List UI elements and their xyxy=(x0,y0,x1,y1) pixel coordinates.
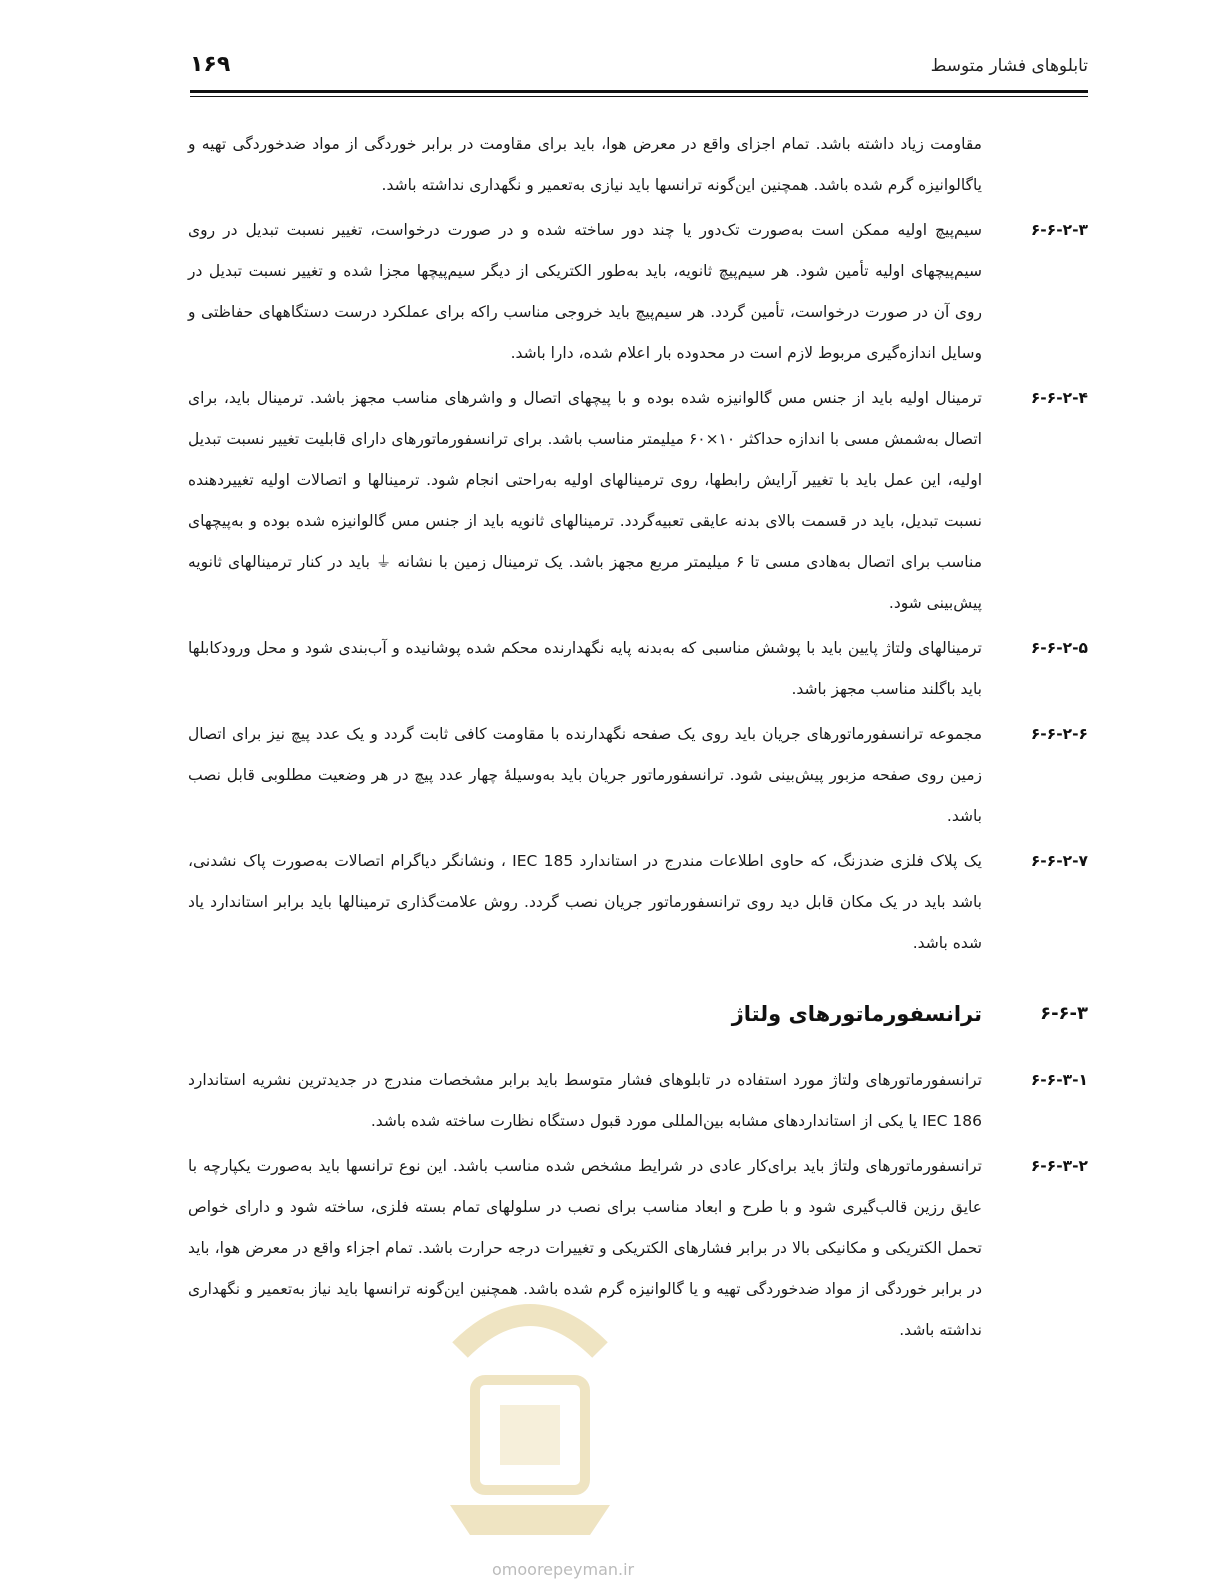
clause-number: ۶-۶-۲-۷ xyxy=(1030,852,1088,870)
clause-item xyxy=(188,841,1088,964)
clause-text: ترمینال اولیه باید از جنس مس گالوانیزه شده بوده و با پیچهای اتصال و واشرهای مناسب مجهز باشد. ترمینال باید، برای اتصال به‌شمش مسی با اندازه حداکثر ۱۰×۶۰ میلیمتر مناسب باشد. برای ترانسفورماتورهای دارای قابلیت تغییر نسبت تبدیل اولیه، این عمل باید با تغییر آرایش رابطها، روی ترمینالهای اولیه به‌راحتی انجام شود. ترمینالها و اتصالات اولیه تغییردهنده نسبت تبدیل، باید در قسمت بالای بدنه عایقی تعبیه‌گردد. ترمینالهای ثانویه باید از جنس مس گالوانیزه شده بوده و به‌پیچهای مناسب برای اتصال به‌هادی مسی تا ۶ میلیمتر مربع مجهز باشد. یک ترمینال زمین با نشانه ⏚ باید در کنار ترمینالهای ثانویه پیش‌بینی شود. xyxy=(188,389,983,612)
section-heading xyxy=(188,994,1088,1034)
section-title: ترانسفورماتورهای ولتاژ xyxy=(731,1002,982,1026)
clause-text: مجموعه ترانسفورماتورهای جریان باید روی یک صفحه نگهدارنده با مقاومت کافی ثابت گردد و یک عدد پیچ نیز برای اتصال زمین روی صفحه مزبور پیش‌بینی شود. ترانسفورماتور جریان باید به‌وسیلهٔ چهار عدد پیچ در هر وضعیت مطلوبی قابل نصب باشد. xyxy=(188,725,982,825)
running-title: تابلوهای فشار متوسط xyxy=(930,56,1088,76)
body-content xyxy=(188,124,1088,1355)
clause-text: یک پلاک فلزی ضدزنگ، که حاوی اطلاعات مندرج در استاندارد IEC 185 ، ونشانگر دیاگرام اتصالات به‌صورت پاک نشدنی، باشد باید در یک مکان قابل دید روی ترانسفورماتور جریان نصب گردد. روش علامت‌گذاری ترمینالها باید برابر استاندارد یاد شده باشد. xyxy=(188,852,982,952)
clause-text: ترمینالهای ولتاژ پایین باید با پوشش مناسبی که به‌بدنه پایه نگهدارنده محکم شده پوشانیده و آب‌بندی شود و محل ورودکابلها باید با‌گلند مناسب مجهز باشد. xyxy=(188,639,982,698)
clause-text: سیم‌پیچ اولیه ممکن است به‌صورت تک‌دور یا چند دور ساخته شده و در صورت درخواست، تغییر نسبت تبدیل در روی سیم‌پیچهای اولیه تأمین شود. هر سیم‌پیچ ثانویه، باید به‌طور الکتریکی از دیگر سیم‌پیچها مجزا شده و تغییر نسبت تبدیل در روی آن در صورت درخواست، تأمین گردد. هر سیم‌پیچ باید خروجی مناسب را‌که برای عملکرد درست دستگاههای حفاظتی و وسایل اندازه‌گیری مربوط لازم است در محدوده بار اعلام شده، دارا باشد. xyxy=(188,221,982,362)
clause-text: ترانسفورماتورهای ولتاژ مورد استفاده در تابلوهای فشار متوسط باید برابر مشخصات مندرج در جدیدترین نشریه استاندارد IEC 186 یا یکی از استانداردهای مشابه بین‌المللی مورد قبول دستگاه نظارت ساخته شده باشد. xyxy=(188,1071,982,1130)
clause-number: ۶-۶-۳-۱ xyxy=(1030,1071,1088,1089)
clause-number: ۶-۶-۲-۶ xyxy=(1030,725,1088,743)
section-number: ۶-۶-۳ xyxy=(1040,1003,1088,1024)
header-rule-thin xyxy=(190,96,1088,97)
watermark-url: omoorepeyman.ir xyxy=(492,1560,635,1579)
clause-item xyxy=(188,210,1088,374)
clause-item xyxy=(188,378,1088,624)
clause-item xyxy=(188,1060,1088,1142)
clause-item xyxy=(188,628,1088,710)
page-number: ۱۶۹ xyxy=(190,52,231,77)
page-header xyxy=(190,52,1088,92)
clause-number: ۶-۶-۲-۳ xyxy=(1030,221,1088,239)
clause-item xyxy=(188,1146,1088,1351)
clause-text: ترانسفورماتورهای ولتاژ باید برای‌کار عادی در شرایط مشخص شده مناسب باشد. این نوع ترانسها باید به‌صورت یکپارچه با عایق رزین قالب‌گیری شود و با طرح و ابعاد مناسب برای نصب در سلولهای تمام بسته فلزی، ساخته شود و دارای خواص تحمل الکتریکی و مکانیکی بالا در برابر فشارهای الکتریکی و تغییرات درجه حرارت باشد. تمام اجزاء واقع در معرض هوا، باید در برابر خوردگی از مواد ضدخوردگی تهیه و یا گالوانیزه گرم شده باشد. همچنین این‌گونه ترانسها باید نیاز به‌تعمیر و نگهداری نداشته باشد. xyxy=(188,1157,982,1339)
clause-item xyxy=(188,714,1088,837)
clause-number: ۶-۶-۲-۴ xyxy=(1030,389,1088,407)
header-rule-thick xyxy=(190,90,1088,93)
clause-number: ۶-۶-۲-۵ xyxy=(1030,639,1088,657)
continuation-paragraph: مقاومت زیاد داشته باشد. تمام اجزای واقع در معرض هوا، باید برای مقاومت در برابر خوردگی از مواد ضدخوردگی تهیه و یاگالوانیزه گرم شده باشد. همچنین این‌گونه ترانسها باید نیازی به‌تعمیر و نگهداری نداشته باشد. xyxy=(188,135,982,194)
clause-number: ۶-۶-۳-۲ xyxy=(1030,1157,1088,1175)
